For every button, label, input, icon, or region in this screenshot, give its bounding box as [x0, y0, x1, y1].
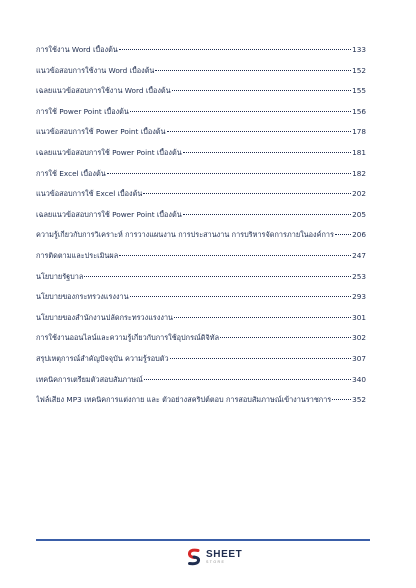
- toc-entry-page: 206: [352, 230, 366, 240]
- toc-entry-page: 293: [352, 292, 366, 302]
- toc-entry-title: นโยบายของกระทรวงแรงงาน: [36, 292, 129, 302]
- toc-entry-page: 152: [352, 65, 366, 75]
- toc-entry-title: สรุปเหตุการณ์สำคัญปัจจุบัน ความรู้รอบตัว: [36, 353, 169, 363]
- toc-entry: [36, 148, 366, 169]
- toc-entry-title: การใช้ Excel เบื้องต้น: [36, 168, 106, 178]
- dot-leader: [174, 317, 351, 318]
- dot-leader: [155, 70, 351, 71]
- toc-entry: [36, 189, 366, 210]
- toc-entry-page: 307: [352, 353, 366, 363]
- toc-entry: [36, 45, 366, 66]
- toc-entry: [36, 107, 366, 128]
- toc-entry-title: การใช้งานออนไลน์และความรู้เกี่ยวกับการใช้อุปกรณ์ดิจิทัล: [36, 333, 220, 343]
- toc-entry-title: การใช้ Power Point เบื้องต้น: [36, 106, 129, 116]
- toc-entry: [36, 127, 366, 148]
- toc-entry-title: นโยบายของสำนักงานปลัดกระทรวงแรงงาน: [36, 312, 174, 322]
- toc-entry-title: แนวข้อสอบการใช้งาน Word เบื้องต้น: [36, 65, 155, 75]
- toc-entry-title: เทคนิคการเตรียมตัวสอบสัมภาษณ์: [36, 374, 143, 384]
- toc-entry: [36, 354, 366, 375]
- toc-entry-title: แนวข้อสอบการใช้ Excel เบื้องต้น: [36, 189, 143, 199]
- toc-entry-title: เฉลยแนวข้อสอบการใช้งาน Word เบื้องต้น: [36, 86, 171, 96]
- toc-entry-page: 182: [352, 168, 366, 178]
- dot-leader: [119, 49, 351, 50]
- toc-entry-page: 133: [352, 45, 366, 54]
- toc-entry: [36, 333, 366, 354]
- toc-entry-title: เฉลยแนวข้อสอบการใช้ Power Point เบื้องต้น: [36, 147, 182, 157]
- toc-entry-page: 301: [352, 312, 366, 322]
- dot-leader: [119, 255, 351, 256]
- sheet-store-logo: [185, 546, 242, 568]
- toc-entry-page: 156: [352, 106, 366, 116]
- dot-leader: [167, 131, 352, 132]
- toc-entry-title: เฉลยแนวข้อสอบการใช้ Power Point เบื้องต้น: [36, 209, 182, 219]
- dot-leader: [144, 379, 351, 380]
- toc-entry-page: 302: [352, 333, 366, 343]
- dot-leader: [183, 214, 351, 215]
- dot-leader: [172, 90, 351, 91]
- footer-divider: [36, 539, 370, 541]
- toc-entry-title: การใช้งาน Word เบื้องต้น: [36, 45, 118, 54]
- toc-entry-page: 202: [352, 189, 366, 199]
- toc-entry: [36, 66, 366, 87]
- toc-entry-page: 178: [352, 127, 366, 137]
- toc-entry-page: 253: [352, 271, 366, 281]
- dot-leader: [220, 337, 351, 338]
- dot-leader: [332, 399, 351, 400]
- toc-entry-page: 205: [352, 209, 366, 219]
- logo-subtitle: STORE: [206, 559, 226, 564]
- toc-entry-title: ไฟล์เสียง MP3 เทคนิคการแต่งกาย และ ตัวอย่างสคริปต์ตอบ การสอบสัมภาษณ์เข้างานราชการ: [36, 395, 332, 405]
- toc-entry: [36, 272, 366, 293]
- toc-entry: [36, 169, 366, 190]
- table-of-contents: [36, 45, 366, 416]
- toc-entry: [36, 375, 366, 396]
- toc-entry: [36, 86, 366, 107]
- toc-entry-page: 181: [352, 147, 366, 157]
- dot-leader: [183, 152, 351, 153]
- dot-leader: [130, 296, 351, 297]
- toc-entry: [36, 313, 366, 334]
- logo-text-group: [206, 550, 242, 565]
- toc-entry-page: 155: [352, 86, 366, 96]
- dot-leader: [107, 173, 351, 174]
- toc-entry-title: การติดตามและประเมินผล: [36, 250, 119, 260]
- toc-entry: [36, 210, 366, 231]
- toc-entry-page: 340: [352, 374, 366, 384]
- toc-entry: [36, 292, 366, 313]
- dot-leader: [143, 193, 351, 194]
- toc-entry: [36, 230, 366, 251]
- dot-leader: [170, 358, 351, 359]
- toc-entry-title: นโยบายรัฐบาล: [36, 271, 84, 281]
- toc-entry-page: 247: [352, 250, 366, 260]
- toc-entry-title: ความรู้เกี่ยวกับการวิเคราะห์ การวางแผนงาน การประสานงาน การบริหารจัดการภายในองค์การ: [36, 230, 334, 240]
- dot-leader: [84, 276, 351, 277]
- toc-entry: [36, 395, 366, 416]
- dot-leader: [335, 234, 351, 235]
- toc-entry: [36, 251, 366, 272]
- toc-entry-title: แนวข้อสอบการใช้ Power Point เบื้องต้น: [36, 127, 166, 137]
- logo-s-icon: [185, 548, 203, 566]
- toc-entry-page: 352: [352, 395, 366, 405]
- dot-leader: [130, 111, 351, 112]
- logo-wordmark: SHEET: [206, 548, 243, 560]
